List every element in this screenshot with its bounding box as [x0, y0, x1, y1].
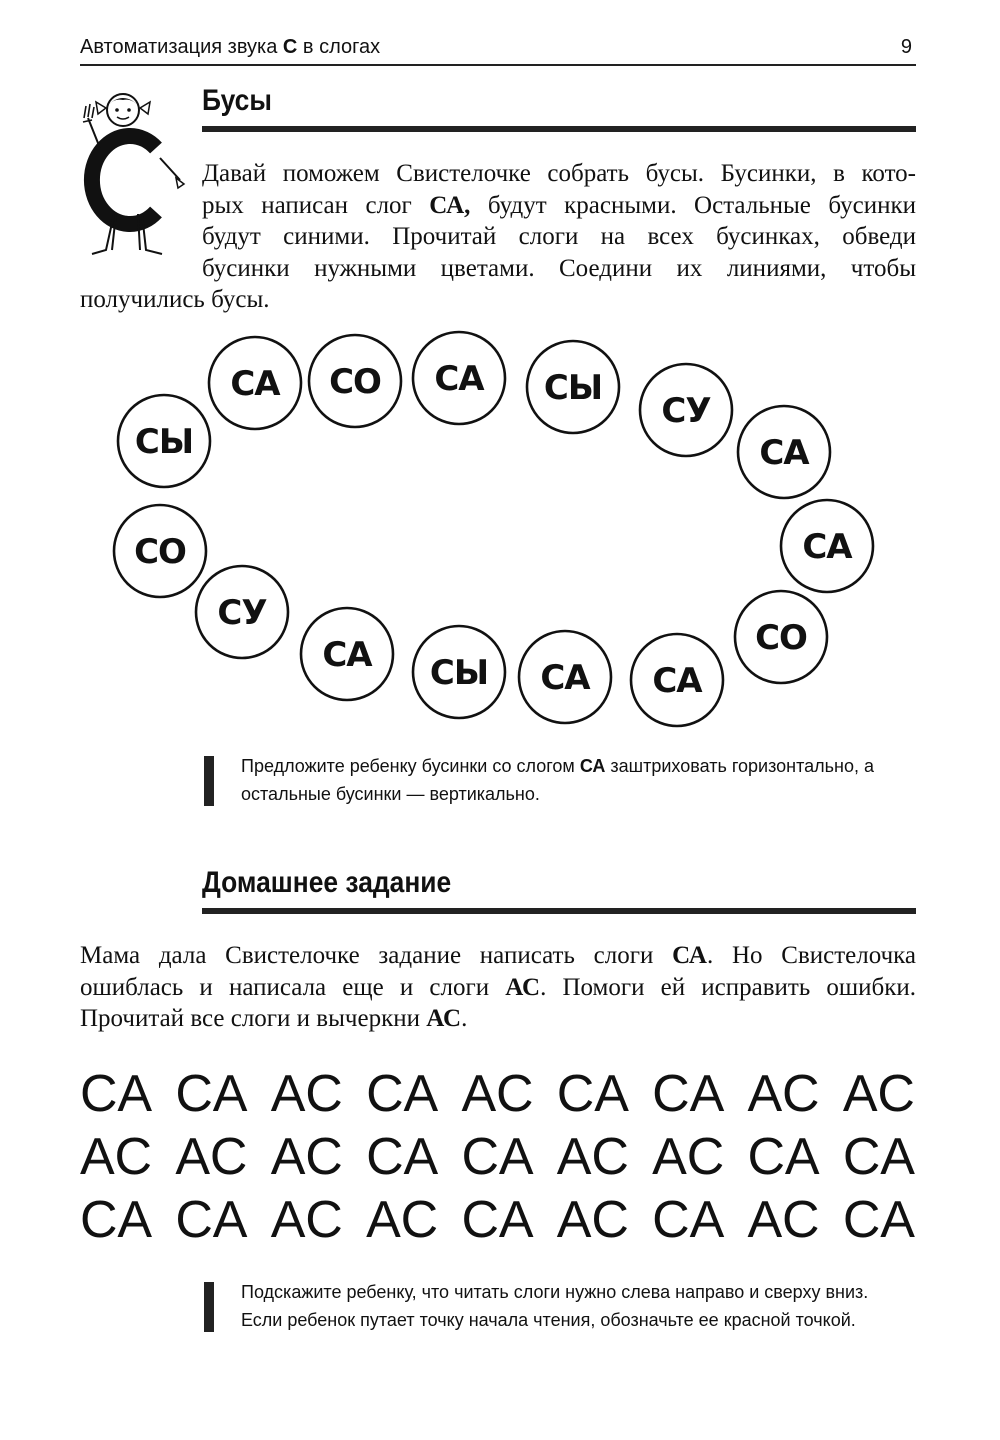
bead[interactable]	[640, 364, 732, 456]
syllable[interactable]: СА	[80, 1065, 154, 1123]
note-marker	[204, 1282, 214, 1332]
syllable[interactable]: СА	[461, 1128, 535, 1186]
bead-syllable: СЫ	[543, 368, 603, 408]
bead[interactable]	[735, 591, 827, 683]
bead-syllable: СА	[322, 635, 372, 675]
syllable[interactable]: АС	[80, 1128, 154, 1186]
text-line: будут синими. Прочитай слоги на всех бусинках, обведи	[202, 223, 916, 250]
bead[interactable]	[738, 406, 830, 498]
bead[interactable]	[519, 631, 611, 723]
section-title-beads: Бусы	[202, 84, 272, 117]
bead[interactable]	[631, 634, 723, 726]
syllable[interactable]: АС	[747, 1191, 821, 1249]
bead[interactable]	[781, 500, 873, 592]
note-text: Подскажите ребенку, что читать слоги нужно слева направо и сверху вниз. Если ребенок путает точку начала чтения, обозначьте ее красной точкой.	[241, 1282, 869, 1330]
bead[interactable]	[527, 341, 619, 433]
syllable[interactable]: СА	[461, 1191, 535, 1249]
syllable[interactable]: АС	[270, 1065, 344, 1123]
syllable[interactable]: СА	[842, 1191, 916, 1249]
syllable[interactable]: СА	[80, 1191, 154, 1249]
syllable[interactable]: АС	[747, 1065, 821, 1123]
text-line: получились бусы.	[80, 286, 270, 313]
syllable[interactable]: СА	[366, 1128, 440, 1186]
beads-instructions-end	[80, 284, 480, 316]
bead-syllable: СО	[329, 362, 381, 402]
syllable[interactable]: АС	[556, 1191, 630, 1249]
mascot-svistelochka-illustration	[76, 88, 186, 263]
bead-syllable: СЫ	[134, 422, 194, 462]
bead-syllable: СУ	[661, 391, 711, 431]
teacher-note-reading	[204, 1278, 916, 1338]
syllable[interactable]: АС	[270, 1128, 344, 1186]
beads-instructions	[202, 158, 916, 284]
teacher-note-beads	[204, 752, 916, 812]
note-text: Предложите ребенку бусинки со слогом СА заштриховать горизонтально, а остальные бусинки — вертикально.	[241, 756, 874, 804]
text-line: рых написан слог СА, будут красными. Остальные бусинки	[202, 191, 916, 219]
bead-syllable: СА	[759, 433, 809, 473]
bead[interactable]	[118, 395, 210, 487]
syllable[interactable]: АС	[461, 1065, 535, 1123]
syllable[interactable]: АС	[652, 1128, 726, 1186]
section-rule	[202, 126, 916, 132]
syllable[interactable]: СА	[652, 1191, 726, 1249]
syllable[interactable]: АС	[556, 1128, 630, 1186]
bead[interactable]	[301, 608, 393, 700]
bead-syllable: СА	[230, 364, 280, 404]
text-line: Прочитай все слоги и вычеркни АС.	[80, 1005, 468, 1032]
bead-syllable: СО	[134, 532, 186, 572]
syllable[interactable]: АС	[842, 1065, 916, 1123]
syllable[interactable]: СА	[652, 1065, 726, 1123]
beads-necklace	[0, 320, 1000, 740]
syllable-row	[80, 1063, 916, 1126]
text-line: Мама дала Свистелочке задание написать слоги СА. Но Свистелочка	[80, 942, 917, 969]
homework-instructions	[80, 940, 916, 1035]
text-line: бусинки нужными цветами. Соедини их линиями, чтобы	[202, 254, 916, 282]
syllable[interactable]: СА	[747, 1128, 821, 1186]
bead[interactable]	[114, 505, 206, 597]
section-title-homework: Домашнее задание	[202, 866, 452, 899]
syllable-row	[80, 1126, 916, 1189]
bead[interactable]	[209, 337, 301, 429]
header-title: Автоматизация звука С в слогах	[80, 36, 381, 58]
text-line: ошиблась и написала еще и слоги АС. Помоги ей исправить ошибки.	[80, 973, 916, 1001]
text-line: Давай поможем Свистелочке собрать бусы. Бусинки, в кото-	[202, 160, 916, 187]
syllable[interactable]: СА	[556, 1065, 630, 1123]
running-header	[80, 34, 916, 66]
section-rule	[202, 908, 916, 914]
bead[interactable]	[196, 566, 288, 658]
bead-syllable: СЫ	[429, 653, 489, 693]
bead-syllable: СО	[755, 618, 807, 658]
syllable[interactable]: АС	[175, 1128, 249, 1186]
syllable[interactable]: АС	[366, 1191, 440, 1249]
syllable[interactable]: СА	[175, 1065, 249, 1123]
bead[interactable]	[413, 332, 505, 424]
bead-syllable: СА	[802, 527, 852, 567]
bead-syllable: СА	[434, 359, 484, 399]
syllable-grid	[80, 1063, 916, 1252]
syllable[interactable]: АС	[270, 1191, 344, 1249]
bead-syllable: СА	[540, 658, 590, 698]
syllable[interactable]: СА	[842, 1128, 916, 1186]
page-number: 9	[900, 36, 912, 58]
syllable[interactable]: СА	[366, 1065, 440, 1123]
bead-syllable: СА	[652, 661, 702, 701]
syllable[interactable]: СА	[175, 1191, 249, 1249]
syllable-row	[80, 1189, 916, 1252]
bead[interactable]	[413, 626, 505, 718]
bead-syllable: СУ	[217, 593, 267, 633]
note-marker	[204, 756, 214, 806]
bead[interactable]	[309, 335, 401, 427]
